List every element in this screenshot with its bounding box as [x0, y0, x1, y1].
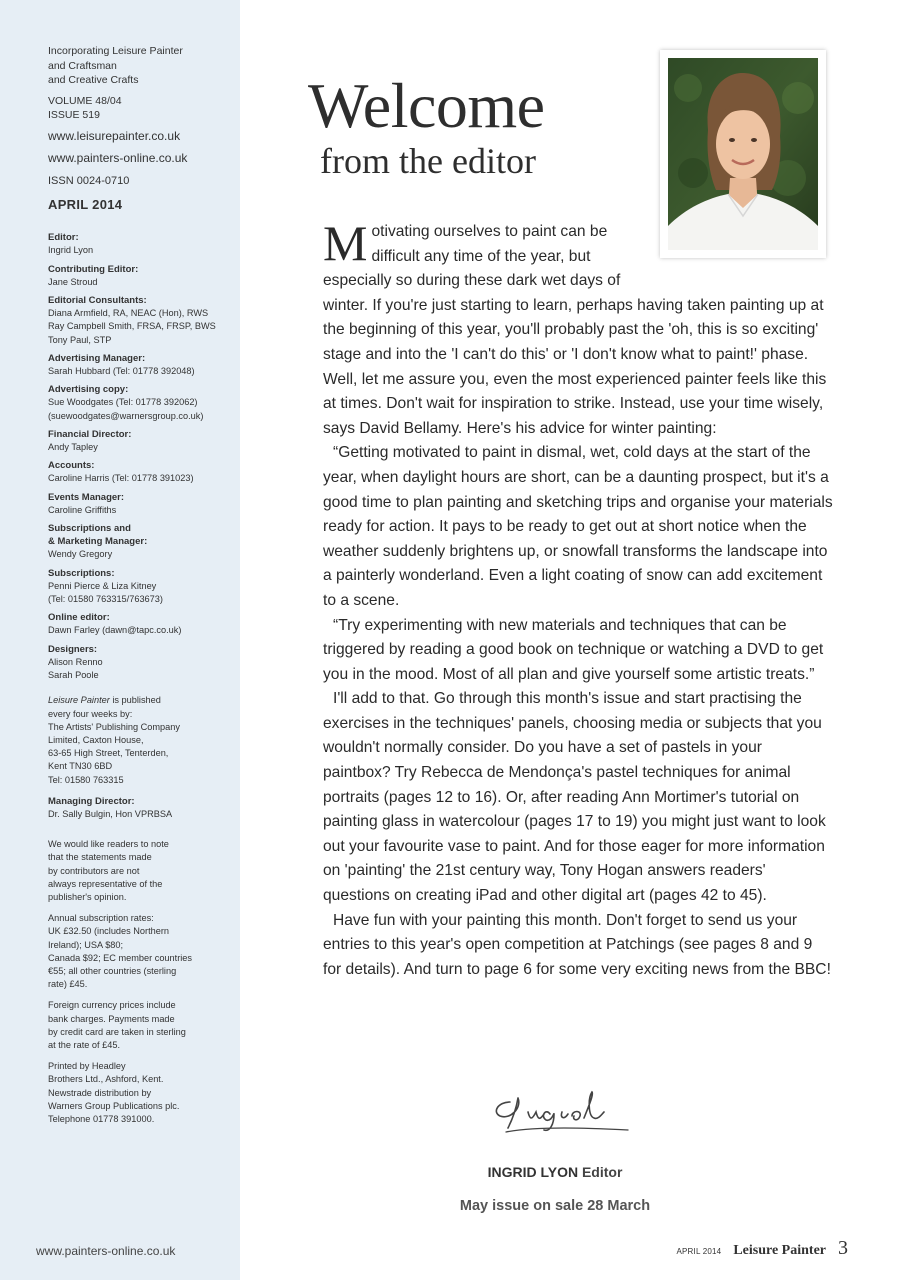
- staff-entry: [48, 611, 230, 637]
- printer-note: Printed by Headley Brothers Ltd., Ashford, Kent. Newstrade distribution by Warners Group Publications plc. Telephone 01778 391000.: [48, 1061, 180, 1124]
- body-paragraph: Have fun with your painting this month. Don't forget to send us your entries to this year's open competition at Patchings (see pages 8 and 9 for details). And turn to page 6 for some very exciting news from the BBC!: [323, 911, 831, 978]
- title-welcome: Welcome: [308, 70, 545, 141]
- footer-website-link[interactable]: www.painters-online.co.uk: [36, 1243, 176, 1258]
- staff-role: Subscriptions:: [48, 567, 115, 579]
- currency-note: Foreign currency prices include bank charges. Payments made by credit card are taken in sterling at the rate of £45.: [48, 1000, 186, 1050]
- staff-name: Jane Stroud: [48, 276, 98, 287]
- staff-role: Subscriptions and & Marketing Manager:: [48, 523, 148, 548]
- staff-name: Sarah Hubbard (Tel: 01778 392048): [48, 366, 195, 377]
- staff-name: Ingrid Lyon: [48, 245, 94, 256]
- editor-name: INGRID LYON: [487, 1164, 579, 1180]
- page-title: [308, 70, 648, 180]
- masthead-sidebar: [0, 0, 240, 1280]
- staff-name: Diana Armfield, RA, NEAC (Hon), RWS Ray Campbell Smith, FRSA, FRSP, BWS Tony Paul, STP: [48, 308, 216, 345]
- staff-entry: [48, 491, 230, 517]
- staff-name: Dawn Farley (dawn@tapc.co.uk): [48, 625, 182, 636]
- staff-name: Sue Woodgates (Tel: 01778 392062) (suewoodgates@warnersgroup.co.uk): [48, 397, 204, 421]
- staff-entry: [48, 352, 230, 378]
- editor-signoff: [440, 1164, 670, 1180]
- md-name: Dr. Sally Bulgin, Hon VPRBSA: [48, 808, 173, 819]
- next-issue-notice: May issue on sale 28 March: [459, 1198, 651, 1214]
- staff-entry: [48, 522, 230, 562]
- volume-label: VOLUME 48/04: [48, 94, 122, 107]
- staff-entry: [48, 294, 230, 347]
- body-paragraph: “Try experimenting with new materials and techniques that can be triggered by reading a good book on technique or watching a DVD to get you in the mood. Most of all plan and give yourself some artistic treats.”: [323, 616, 824, 683]
- publisher-note: [48, 694, 230, 786]
- staff-role: Online editor:: [48, 612, 110, 624]
- publisher-details: is published every four weeks by: The Artists' Publishing Company Limited, Caxton House, 63-65 High Street, Tenterden, Kent TN30 6BD Tel: 01580 763315: [48, 695, 180, 785]
- footer-magazine-name: Leisure Painter: [733, 1243, 826, 1258]
- page-footer: [676, 1237, 848, 1260]
- staff-name: Andy Tapley: [48, 442, 98, 453]
- managing-director: [48, 795, 230, 821]
- staff-role: Accounts:: [48, 460, 95, 472]
- staff-entry: [48, 231, 230, 257]
- title-from-editor: from the editor: [320, 141, 536, 181]
- body-paragraph: “Getting motivated to paint in dismal, wet, cold days at the start of the year, when daylight hours are short, can be a daunting prospect, but it's a good time to plan painting and sketching trips and organise your materials ready for action. It pays to be ready to get out at short notice when the weather suddenly brightens up, or snowfall transforms the landscape into a painterly wonderland. Even a light coating of snow can add excitement to a scene.: [323, 444, 833, 609]
- staff-role: Events Manager:: [48, 491, 125, 503]
- footer-month: APRIL 2014: [676, 1247, 722, 1256]
- editor-signature: [488, 1090, 638, 1140]
- page-number: 3: [838, 1237, 848, 1259]
- staff-name: Penni Pierce & Liza Kitney (Tel: 01580 763315/763673): [48, 580, 163, 605]
- website-link-2[interactable]: www.painters-online.co.uk: [48, 151, 188, 165]
- subscription-rates: Annual subscription rates: UK £32.50 (includes Northern Ireland); USA $80; Canada $92; EC member countries €55; all other countries (sterling rate) £45.: [48, 913, 193, 990]
- editor-role: Editor: [581, 1164, 623, 1180]
- staff-name: Wendy Gregory: [48, 549, 113, 560]
- md-role: Managing Director:: [48, 795, 135, 807]
- opening-text: otivating ourselves to paint can be difficult any time of the year, but especially so during these dark wet days of winter. If you're just starting to learn, perhaps having taken painting up at the beginning of this year, you'll probably past the 'oh, this is so exciting' stage and into the 'I can't do this' or 'I don't know what to paint!' phase. Well, let me assure you, even the most experienced painter feels like this at times. Don't wait for inspiration to strike. Instead, use your time wisely, says David Bellamy. Here's his advice for winter painting:: [323, 223, 827, 437]
- staff-entry: [48, 567, 230, 607]
- issue-label: ISSUE 519: [48, 109, 100, 121]
- incorporating-note: Incorporating Leisure Painter and Craftsman and Creative Crafts: [48, 45, 183, 86]
- staff-role: Editorial Consultants:: [48, 295, 147, 307]
- drop-cap: M: [323, 215, 368, 271]
- issue-month: APRIL 2014: [48, 197, 123, 212]
- staff-name: Alison Renno Sarah Poole: [48, 656, 103, 681]
- disclaimer-note: We would like readers to note that the statements made by contributors are not always representative of the publisher's opinion.: [48, 839, 169, 902]
- website-link-1[interactable]: www.leisurepainter.co.uk: [48, 128, 181, 143]
- staff-name: Caroline Harris (Tel: 01778 391023): [48, 473, 194, 484]
- editorial-body: [323, 215, 833, 982]
- staff-role: Financial Director:: [48, 428, 132, 440]
- staff-entry: [48, 263, 230, 289]
- staff-role: Advertising Manager:: [48, 352, 146, 364]
- staff-role: Contributing Editor:: [48, 263, 139, 275]
- staff-name: Caroline Griffiths: [48, 504, 117, 515]
- staff-entry: [48, 383, 230, 423]
- staff-role: Editor:: [48, 232, 79, 244]
- issn-label: ISSN 0024-0710: [48, 174, 130, 187]
- staff-role: Designers:: [48, 643, 98, 655]
- body-paragraph: I'll add to that. Go through this month's issue and start practising the exercises in the techniques' panels, choosing media or subjects that you wouldn't normally consider. Do you have a set of pastels in your paintbox? Try Rebecca de Mendonça's pastel techniques for animal portraits (pages 12 to 16). Or, after reading Ann Mortimer's tutorial on painting glass in watercolour (pages 17 to 19) you might just want to look out your favourite vase to paint. And for those eager for more information on 'painting' the 21st century way, Tony Hogan answers readers' questions on creating iPad and other digital art (pages 42 to 45).: [323, 690, 826, 905]
- staff-entry: [48, 428, 230, 454]
- staff-list: [48, 231, 230, 682]
- staff-entry: [48, 643, 230, 683]
- masthead-header: [48, 44, 230, 188]
- staff-role: Advertising copy:: [48, 384, 129, 396]
- staff-entry: [48, 459, 230, 485]
- publisher-title: Leisure Painter: [48, 695, 110, 706]
